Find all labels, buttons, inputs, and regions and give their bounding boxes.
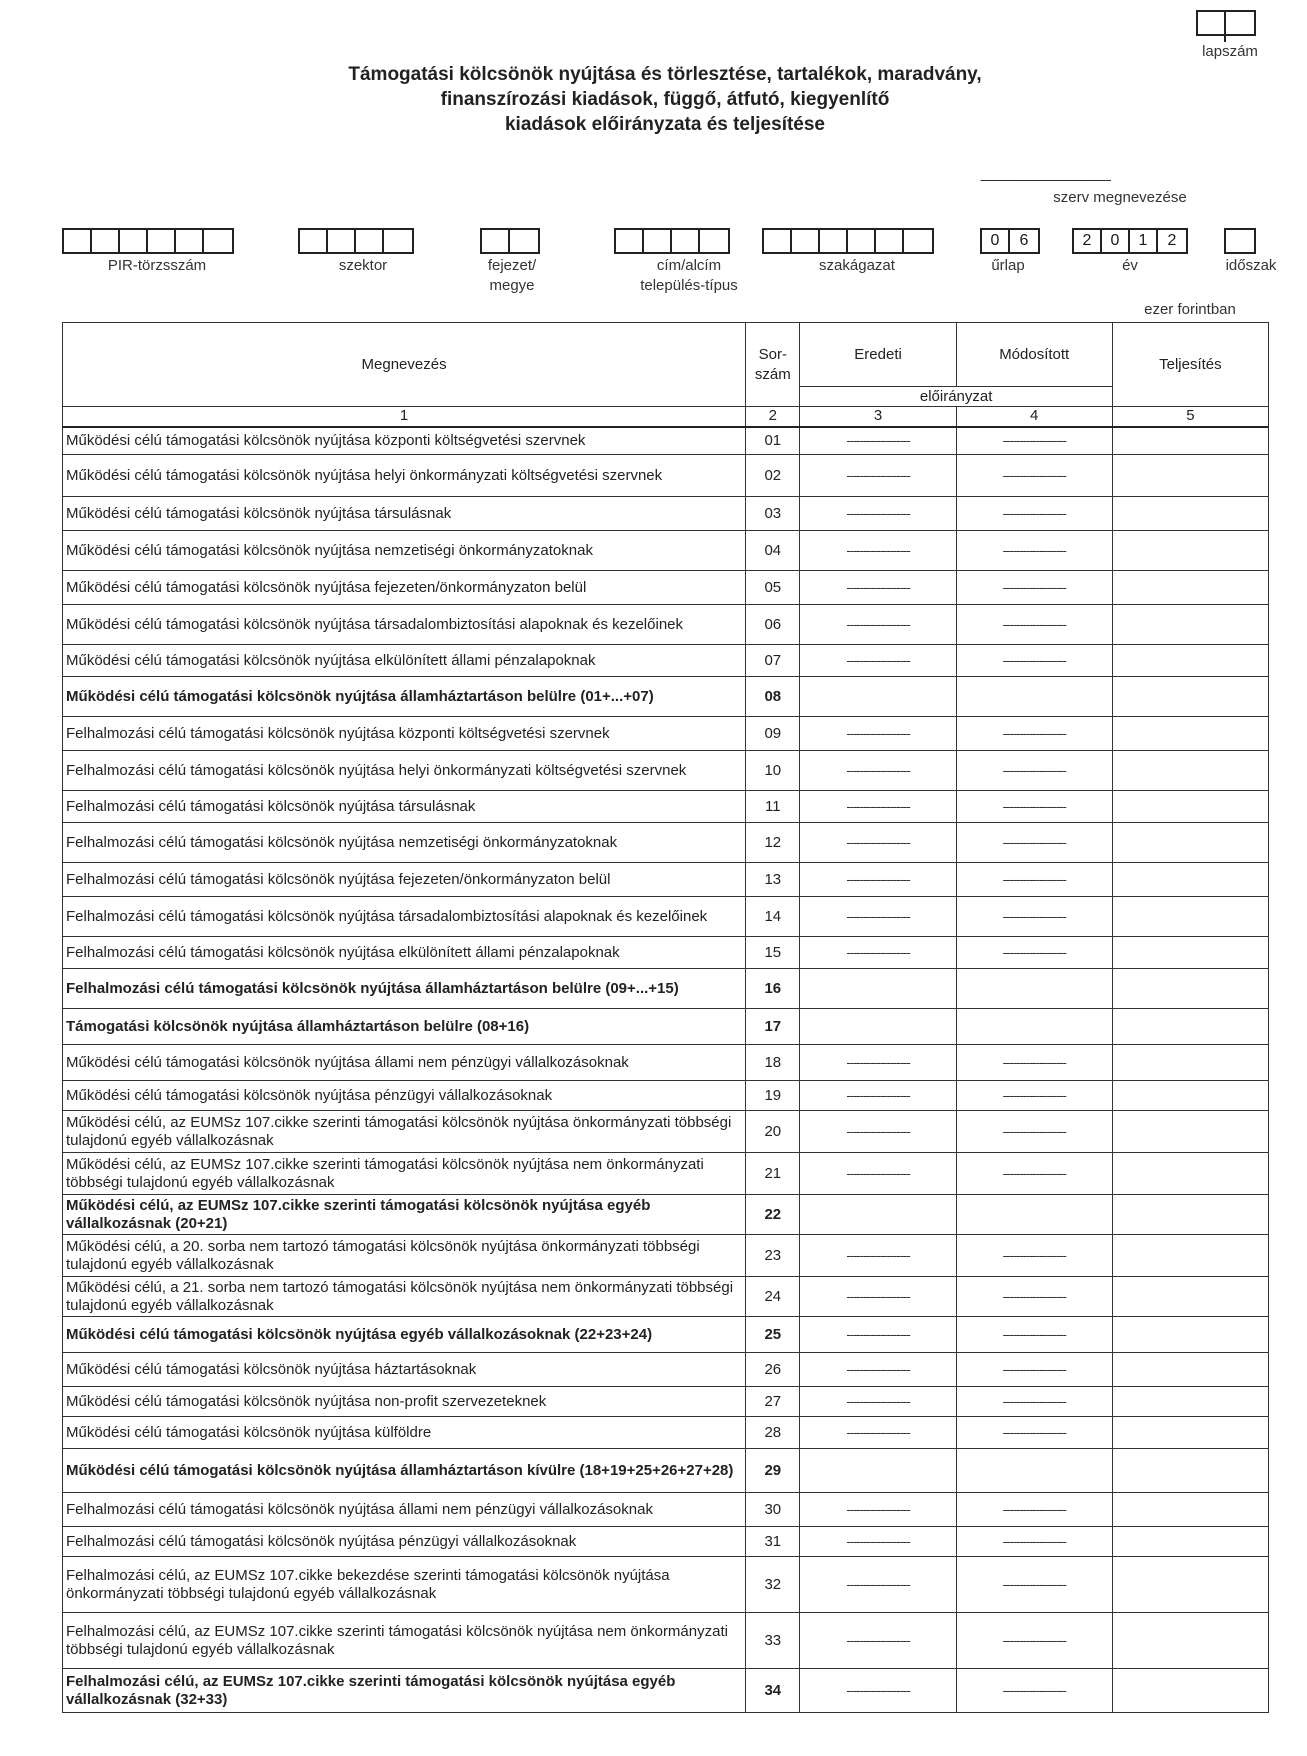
teljesites-cell[interactable] bbox=[1112, 1613, 1268, 1669]
row-description: Felhalmozási célú támogatási kölcsönök nyújtása államháztartáson belülre (09+...+15) bbox=[63, 969, 746, 1009]
eredeti-cell[interactable] bbox=[800, 969, 956, 1009]
cim-cell[interactable] bbox=[672, 230, 700, 252]
lapszam-label: lapszám bbox=[1202, 43, 1258, 60]
row-description: Támogatási kölcsönök nyújtása államháztartáson belülre (08+16) bbox=[63, 1009, 746, 1045]
table-row bbox=[63, 1277, 1269, 1317]
table-row bbox=[63, 751, 1269, 791]
modositott-cell: ------------------- bbox=[956, 1317, 1112, 1353]
modositott-cell[interactable] bbox=[956, 969, 1112, 1009]
teljesites-cell[interactable] bbox=[1112, 1449, 1268, 1493]
row-number: 25 bbox=[746, 1317, 800, 1353]
teljesites-cell[interactable] bbox=[1112, 1235, 1268, 1277]
row-description: Működési célú támogatási kölcsönök nyújtása állami nem pénzügyi vállalkozásoknak bbox=[63, 1045, 746, 1081]
table-row bbox=[63, 1353, 1269, 1387]
fejezet-cell[interactable] bbox=[510, 230, 538, 252]
row-number: 18 bbox=[746, 1045, 800, 1081]
row-description: Működési célú támogatási kölcsönök nyújtása központi költségvetési szervnek bbox=[63, 427, 746, 455]
row-description: Működési célú támogatási kölcsönök nyújtása államháztartáson belülre (01+...+07) bbox=[63, 677, 746, 717]
szakagazat-cell[interactable] bbox=[904, 230, 932, 252]
row-description: Felhalmozási célú támogatási kölcsönök nyújtása pénzügyi vállalkozásoknak bbox=[63, 1527, 746, 1557]
ev-boxes[interactable] bbox=[1072, 228, 1188, 254]
row-number: 22 bbox=[746, 1195, 800, 1235]
modositott-cell[interactable] bbox=[956, 1449, 1112, 1493]
row-description: Felhalmozási célú, az EUMSz 107.cikke bekezdése szerinti támogatási kölcsönök nyújtása önkormányzati többségi tulajdonú egyéb vállalkozásnak bbox=[63, 1557, 746, 1613]
header-row bbox=[63, 323, 1269, 387]
teljesites-cell[interactable] bbox=[1112, 1493, 1268, 1527]
pir-cell[interactable] bbox=[92, 230, 120, 252]
modositott-cell: ------------------- bbox=[956, 1081, 1112, 1111]
col-number: 5 bbox=[1112, 407, 1268, 427]
teljesites-cell[interactable] bbox=[1112, 1317, 1268, 1353]
eredeti-cell: ------------------- bbox=[800, 571, 956, 605]
table-row bbox=[63, 969, 1269, 1009]
pir-cell[interactable] bbox=[120, 230, 148, 252]
szerv-line[interactable]: ---------------------------------------------- bbox=[980, 172, 1111, 187]
modositott-cell: ------------------- bbox=[956, 717, 1112, 751]
modositott-cell: ------------------- bbox=[956, 571, 1112, 605]
row-number: 04 bbox=[746, 531, 800, 571]
modositott-cell[interactable] bbox=[956, 1195, 1112, 1235]
teljesites-cell[interactable] bbox=[1112, 1387, 1268, 1417]
row-number: 09 bbox=[746, 717, 800, 751]
eredeti-cell: ------------------- bbox=[800, 427, 956, 455]
szakagazat-cell[interactable] bbox=[820, 230, 848, 252]
szektor-cell[interactable] bbox=[300, 230, 328, 252]
urlap-digit: 6 bbox=[1019, 232, 1029, 249]
row-number: 16 bbox=[746, 969, 800, 1009]
teljesites-cell[interactable] bbox=[1112, 455, 1268, 497]
row-description: Felhalmozási célú támogatási kölcsönök nyújtása helyi önkormányzati költségvetési szervnek bbox=[63, 751, 746, 791]
lapszam-cell[interactable] bbox=[1226, 12, 1254, 42]
table-row bbox=[63, 937, 1269, 969]
table-row bbox=[63, 1009, 1269, 1045]
modositott-cell: ------------------- bbox=[956, 605, 1112, 645]
teljesites-cell[interactable] bbox=[1112, 1527, 1268, 1557]
row-number: 34 bbox=[746, 1669, 800, 1713]
teljesites-cell[interactable] bbox=[1112, 677, 1268, 717]
eredeti-cell: ------------------- bbox=[800, 1045, 956, 1081]
szakagazat-label: szakágazat bbox=[819, 257, 895, 274]
table-row bbox=[63, 1045, 1269, 1081]
eredeti-cell: ------------------- bbox=[800, 497, 956, 531]
col-teljesites-header: Teljesítés bbox=[1112, 323, 1268, 407]
eredeti-cell: ------------------- bbox=[800, 1353, 956, 1387]
pir-cell[interactable] bbox=[148, 230, 176, 252]
eredeti-cell: ------------------- bbox=[800, 1111, 956, 1153]
form-table bbox=[62, 322, 1269, 1713]
szakagazat-cell[interactable] bbox=[792, 230, 820, 252]
teljesites-cell[interactable] bbox=[1112, 1045, 1268, 1081]
row-number: 01 bbox=[746, 427, 800, 455]
table-row bbox=[63, 1669, 1269, 1713]
col-megnevezes-header: Megnevezés bbox=[63, 323, 746, 407]
eredeti-cell: ------------------- bbox=[800, 823, 956, 863]
eredeti-cell[interactable] bbox=[800, 677, 956, 717]
fejezet-label bbox=[460, 256, 564, 296]
table-row bbox=[63, 863, 1269, 897]
table-row bbox=[63, 1613, 1269, 1669]
row-description: Felhalmozási célú, az EUMSz 107.cikke szerinti támogatási kölcsönök nyújtása nem önkormányzati többségi tulajdonú egyéb vállalkozásnak bbox=[63, 1613, 746, 1669]
szektor-boxes[interactable] bbox=[298, 228, 414, 254]
table-row bbox=[63, 791, 1269, 823]
eredeti-cell[interactable] bbox=[800, 1195, 956, 1235]
row-description: Működési célú támogatási kölcsönök nyújtása non-profit szervezeteknek bbox=[63, 1387, 746, 1417]
eredeti-cell: ------------------- bbox=[800, 605, 956, 645]
urlap-digit: 0 bbox=[982, 230, 1010, 252]
table-row bbox=[63, 1195, 1269, 1235]
table-row bbox=[63, 1449, 1269, 1493]
row-description: Felhalmozási célú támogatási kölcsönök nyújtása állami nem pénzügyi vállalkozásoknak bbox=[63, 1493, 746, 1527]
teljesites-cell[interactable] bbox=[1112, 1111, 1268, 1153]
modositott-cell: ------------------- bbox=[956, 645, 1112, 677]
szektor-cell[interactable] bbox=[384, 230, 412, 252]
row-description: Működési célú támogatási kölcsönök nyújtása háztartásoknak bbox=[63, 1353, 746, 1387]
table-row bbox=[63, 497, 1269, 531]
row-description: Működési célú támogatási kölcsönök nyújtása fejezeten/önkormányzaton belül bbox=[63, 571, 746, 605]
teljesites-cell[interactable] bbox=[1112, 1557, 1268, 1613]
ev-digit: 1 bbox=[1130, 230, 1158, 252]
eredeti-cell: ------------------- bbox=[800, 717, 956, 751]
table-row bbox=[63, 645, 1269, 677]
table-row bbox=[63, 1317, 1269, 1353]
table-row bbox=[63, 1493, 1269, 1527]
modositott-cell: ------------------- bbox=[956, 1557, 1112, 1613]
teljesites-cell[interactable] bbox=[1112, 751, 1268, 791]
table-row bbox=[63, 571, 1269, 605]
cim-label-1: cím/alcím bbox=[656, 257, 722, 274]
pir-label: PIR-törzsszám bbox=[107, 257, 207, 274]
modositott-cell: ------------------- bbox=[956, 1613, 1112, 1669]
row-number: 31 bbox=[746, 1527, 800, 1557]
cim-label-2: település-típus bbox=[640, 277, 738, 294]
eredeti-cell: ------------------- bbox=[800, 863, 956, 897]
modositott-cell: ------------------- bbox=[956, 1669, 1112, 1713]
ev-digit: 2 bbox=[1074, 230, 1102, 252]
eredeti-cell: ------------------- bbox=[800, 645, 956, 677]
row-number: 08 bbox=[746, 677, 800, 717]
col-modositott-header: Módosított bbox=[956, 323, 1112, 387]
lapszam-boxes[interactable] bbox=[1196, 10, 1256, 36]
modositott-cell: ------------------- bbox=[956, 1153, 1112, 1195]
row-number: 14 bbox=[746, 897, 800, 937]
modositott-cell: ------------------- bbox=[956, 531, 1112, 571]
eredeti-cell: ------------------- bbox=[800, 531, 956, 571]
modositott-cell: ------------------- bbox=[956, 1493, 1112, 1527]
row-number: 26 bbox=[746, 1353, 800, 1387]
row-description: Működési célú támogatási kölcsönök nyújtása államháztartáson kívülre (18+19+25+26+27+28) bbox=[63, 1449, 746, 1493]
title-line-1: Támogatási kölcsönök nyújtása és törlesztése, tartalékok, maradvány, bbox=[348, 64, 982, 85]
modositott-cell: ------------------- bbox=[956, 791, 1112, 823]
modositott-cell: ------------------- bbox=[956, 1417, 1112, 1449]
modositott-cell: ------------------- bbox=[956, 1235, 1112, 1277]
row-number: 24 bbox=[746, 1277, 800, 1317]
modositott-cell: ------------------- bbox=[956, 897, 1112, 937]
pir-cell[interactable] bbox=[64, 230, 92, 252]
urlap-boxes[interactable] bbox=[980, 228, 1040, 254]
cim-label bbox=[604, 256, 774, 296]
teljesites-cell[interactable] bbox=[1112, 1353, 1268, 1387]
szakagazat-cell[interactable] bbox=[764, 230, 792, 252]
teljesites-cell[interactable] bbox=[1112, 1277, 1268, 1317]
ev-label: év bbox=[1122, 257, 1138, 274]
row-number: 28 bbox=[746, 1417, 800, 1449]
row-description: Működési célú, a 21. sorba nem tartozó támogatási kölcsönök nyújtása nem önkormányzati többségi tulajdonú egyéb vállalkozásnak bbox=[63, 1277, 746, 1317]
row-description: Felhalmozási célú támogatási kölcsönök nyújtása fejezeten/önkormányzaton belül bbox=[63, 863, 746, 897]
row-number: 30 bbox=[746, 1493, 800, 1527]
col-eredeti-header: Eredeti bbox=[800, 323, 956, 387]
szakagazat-boxes[interactable] bbox=[762, 228, 934, 254]
row-number: 32 bbox=[746, 1557, 800, 1613]
eredeti-cell: ------------------- bbox=[800, 1613, 956, 1669]
pir-torzsszam-boxes[interactable] bbox=[62, 228, 234, 254]
row-description: Működési célú támogatási kölcsönök nyújtása elkülönített állami pénzalapoknak bbox=[63, 645, 746, 677]
table-row bbox=[63, 717, 1269, 751]
row-number: 05 bbox=[746, 571, 800, 605]
eredeti-cell: ------------------- bbox=[800, 1277, 956, 1317]
teljesites-cell[interactable] bbox=[1112, 937, 1268, 969]
row-description: Működési célú támogatási kölcsönök nyújtása nemzetiségi önkormányzatoknak bbox=[63, 531, 746, 571]
row-number: 02 bbox=[746, 455, 800, 497]
col-number-row bbox=[63, 407, 1269, 427]
row-number: 12 bbox=[746, 823, 800, 863]
row-description: Felhalmozási célú támogatási kölcsönök nyújtása elkülönített állami pénzalapoknak bbox=[63, 937, 746, 969]
table-row bbox=[63, 427, 1269, 455]
row-number: 10 bbox=[746, 751, 800, 791]
row-number: 19 bbox=[746, 1081, 800, 1111]
eredeti-cell: ------------------- bbox=[800, 1669, 956, 1713]
modositott-cell: ------------------- bbox=[956, 1045, 1112, 1081]
title-line-3: kiadások előirányzata és teljesítése bbox=[504, 114, 825, 135]
modositott-cell[interactable] bbox=[956, 677, 1112, 717]
col-eloiranyzat-header: előirányzat bbox=[800, 387, 1112, 407]
row-description: Felhalmozási célú támogatási kölcsönök nyújtása társadalombiztosítási alapoknak és kezelőinek bbox=[63, 897, 746, 937]
row-number: 27 bbox=[746, 1387, 800, 1417]
page-title bbox=[300, 62, 1030, 137]
row-number: 07 bbox=[746, 645, 800, 677]
modositott-cell: ------------------- bbox=[956, 427, 1112, 455]
szektor-cell[interactable] bbox=[356, 230, 384, 252]
eredeti-cell: ------------------- bbox=[800, 1527, 956, 1557]
cim-cell[interactable] bbox=[700, 230, 728, 252]
row-description: Működési célú támogatási kölcsönök nyújtása külföldre bbox=[63, 1417, 746, 1449]
modositott-cell: ------------------- bbox=[956, 1527, 1112, 1557]
row-description: Működési célú, az EUMSz 107.cikke szerinti támogatási kölcsönök nyújtása egyéb vállalkozásnak (20+21) bbox=[63, 1195, 746, 1235]
teljesites-cell[interactable] bbox=[1112, 605, 1268, 645]
row-number: 20 bbox=[746, 1111, 800, 1153]
table-row bbox=[63, 823, 1269, 863]
eredeti-cell: ------------------- bbox=[800, 897, 956, 937]
row-description: Működési célú támogatási kölcsönök nyújtása társadalombiztosítási alapoknak és kezelőinek bbox=[63, 605, 746, 645]
fejezet-boxes[interactable] bbox=[480, 228, 540, 254]
row-description: Felhalmozási célú támogatási kölcsönök nyújtása társulásnak bbox=[63, 791, 746, 823]
fejezet-label-1: fejezet/ bbox=[487, 257, 537, 274]
eredeti-cell: ------------------- bbox=[800, 1493, 956, 1527]
row-number: 11 bbox=[746, 791, 800, 823]
teljesites-cell[interactable] bbox=[1112, 1153, 1268, 1195]
modositott-cell: ------------------- bbox=[956, 1277, 1112, 1317]
teljesites-cell[interactable] bbox=[1112, 969, 1268, 1009]
idoszak-cell[interactable] bbox=[1226, 230, 1254, 252]
eredeti-cell: ------------------- bbox=[800, 937, 956, 969]
col-number: 3 bbox=[800, 407, 956, 427]
ev-digit: 2 bbox=[1167, 232, 1177, 249]
row-number: 03 bbox=[746, 497, 800, 531]
table-row bbox=[63, 605, 1269, 645]
row-description: Működési célú, a 20. sorba nem tartozó támogatási kölcsönök nyújtása önkormányzati többségi tulajdonú egyéb vállalkozásnak bbox=[63, 1235, 746, 1277]
eredeti-cell: ------------------- bbox=[800, 1417, 956, 1449]
szektor-label: szektor bbox=[338, 257, 388, 274]
row-number: 17 bbox=[746, 1009, 800, 1045]
urlap-label: űrlap bbox=[991, 257, 1025, 274]
modositott-cell: ------------------- bbox=[956, 823, 1112, 863]
eredeti-cell: ------------------- bbox=[800, 1557, 956, 1613]
row-description: Működési célú támogatási kölcsönök nyújtása társulásnak bbox=[63, 497, 746, 531]
row-description: Működési célú támogatási kölcsönök nyújtása pénzügyi vállalkozásoknak bbox=[63, 1081, 746, 1111]
eredeti-cell: ------------------- bbox=[800, 1317, 956, 1353]
row-description: Felhalmozási célú támogatási kölcsönök nyújtása központi költségvetési szervnek bbox=[63, 717, 746, 751]
szektor-cell[interactable] bbox=[328, 230, 356, 252]
eredeti-cell: ------------------- bbox=[800, 751, 956, 791]
szakagazat-cell[interactable] bbox=[876, 230, 904, 252]
row-description: Működési célú támogatási kölcsönök nyújtása egyéb vállalkozásoknak (22+23+24) bbox=[63, 1317, 746, 1353]
cim-boxes[interactable] bbox=[614, 228, 730, 254]
table-row bbox=[63, 1527, 1269, 1557]
modositott-cell: ------------------- bbox=[956, 1111, 1112, 1153]
col-sorszam-header-1: Sor- bbox=[758, 345, 787, 363]
table-row bbox=[63, 1153, 1269, 1195]
table-row bbox=[63, 1081, 1269, 1111]
teljesites-cell[interactable] bbox=[1112, 823, 1268, 863]
teljesites-cell[interactable] bbox=[1112, 1669, 1268, 1713]
table-row bbox=[63, 531, 1269, 571]
teljesites-cell[interactable] bbox=[1112, 1417, 1268, 1449]
modositott-cell: ------------------- bbox=[956, 1353, 1112, 1387]
row-description: Működési célú, az EUMSz 107.cikke szerinti támogatási kölcsönök nyújtása nem önkormányzati többségi tulajdonú egyéb vállalkozásnak bbox=[63, 1153, 746, 1195]
col-number: 1 bbox=[63, 407, 746, 427]
table-row bbox=[63, 677, 1269, 717]
modositott-cell: ------------------- bbox=[956, 863, 1112, 897]
modositott-cell: ------------------- bbox=[956, 455, 1112, 497]
modositott-cell: ------------------- bbox=[956, 937, 1112, 969]
col-number: 4 bbox=[956, 407, 1112, 427]
row-number: 06 bbox=[746, 605, 800, 645]
table-row bbox=[63, 1111, 1269, 1153]
fejezet-cell[interactable] bbox=[482, 230, 510, 252]
modositott-cell: ------------------- bbox=[956, 1387, 1112, 1417]
teljesites-cell[interactable] bbox=[1112, 645, 1268, 677]
teljesites-cell[interactable] bbox=[1112, 1081, 1268, 1111]
table-row bbox=[63, 1417, 1269, 1449]
eredeti-cell: ------------------- bbox=[800, 1153, 956, 1195]
row-number: 21 bbox=[746, 1153, 800, 1195]
unit-label: ezer forintban bbox=[1144, 301, 1236, 318]
row-number: 33 bbox=[746, 1613, 800, 1669]
table-row bbox=[63, 1387, 1269, 1417]
fejezet-label-2: megye bbox=[489, 277, 535, 294]
modositott-cell[interactable] bbox=[956, 1009, 1112, 1045]
pir-cell[interactable] bbox=[176, 230, 204, 252]
teljesites-cell[interactable] bbox=[1112, 497, 1268, 531]
row-description: Működési célú, az EUMSz 107.cikke szerinti támogatási kölcsönök nyújtása önkormányzati többségi tulajdonú egyéb vállalkozásnak bbox=[63, 1111, 746, 1153]
teljesites-cell[interactable] bbox=[1112, 1195, 1268, 1235]
teljesites-cell[interactable] bbox=[1112, 531, 1268, 571]
eredeti-cell: ------------------- bbox=[800, 1235, 956, 1277]
eredeti-cell: ------------------- bbox=[800, 1081, 956, 1111]
cim-cell[interactable] bbox=[644, 230, 672, 252]
table-row bbox=[63, 455, 1269, 497]
eredeti-cell: ------------------- bbox=[800, 1387, 956, 1417]
table-row bbox=[63, 1235, 1269, 1277]
table-row bbox=[63, 1557, 1269, 1613]
teljesites-cell[interactable] bbox=[1112, 427, 1268, 455]
teljesites-cell[interactable] bbox=[1112, 717, 1268, 751]
row-description: Felhalmozási célú, az EUMSz 107.cikke szerinti támogatási kölcsönök nyújtása egyéb vállalkozásnak (32+33) bbox=[63, 1669, 746, 1713]
teljesites-cell[interactable] bbox=[1112, 571, 1268, 605]
row-description: Működési célú támogatási kölcsönök nyújtása helyi önkormányzati költségvetési szervnek bbox=[63, 455, 746, 497]
teljesites-cell[interactable] bbox=[1112, 863, 1268, 897]
idoszak-label: időszak bbox=[1225, 257, 1277, 274]
row-number: 13 bbox=[746, 863, 800, 897]
modositott-cell: ------------------- bbox=[956, 497, 1112, 531]
szakagazat-cell[interactable] bbox=[848, 230, 876, 252]
teljesites-cell[interactable] bbox=[1112, 791, 1268, 823]
eredeti-cell[interactable] bbox=[800, 1009, 956, 1045]
idoszak-boxes[interactable] bbox=[1224, 228, 1256, 254]
row-description: Felhalmozási célú támogatási kölcsönök nyújtása nemzetiségi önkormányzatoknak bbox=[63, 823, 746, 863]
table-row bbox=[63, 897, 1269, 937]
teljesites-cell[interactable] bbox=[1112, 1009, 1268, 1045]
teljesites-cell[interactable] bbox=[1112, 897, 1268, 937]
row-number: 23 bbox=[746, 1235, 800, 1277]
col-number: 2 bbox=[746, 407, 800, 427]
row-number: 29 bbox=[746, 1449, 800, 1493]
col-sorszam-header bbox=[746, 323, 800, 407]
szerv-label: szerv megnevezése bbox=[1053, 189, 1187, 206]
ev-digit: 0 bbox=[1102, 230, 1130, 252]
eredeti-cell: ------------------- bbox=[800, 455, 956, 497]
modositott-cell: ------------------- bbox=[956, 751, 1112, 791]
cim-cell[interactable] bbox=[616, 230, 644, 252]
row-number: 15 bbox=[746, 937, 800, 969]
lapszam-cell[interactable] bbox=[1198, 12, 1226, 42]
eredeti-cell[interactable] bbox=[800, 1449, 956, 1493]
col-sorszam-header-2: szám bbox=[754, 365, 791, 383]
title-line-2: finanszírozási kiadások, függő, átfutó, kiegyenlítő bbox=[440, 89, 890, 110]
pir-cell[interactable] bbox=[204, 230, 232, 252]
eredeti-cell: ------------------- bbox=[800, 791, 956, 823]
